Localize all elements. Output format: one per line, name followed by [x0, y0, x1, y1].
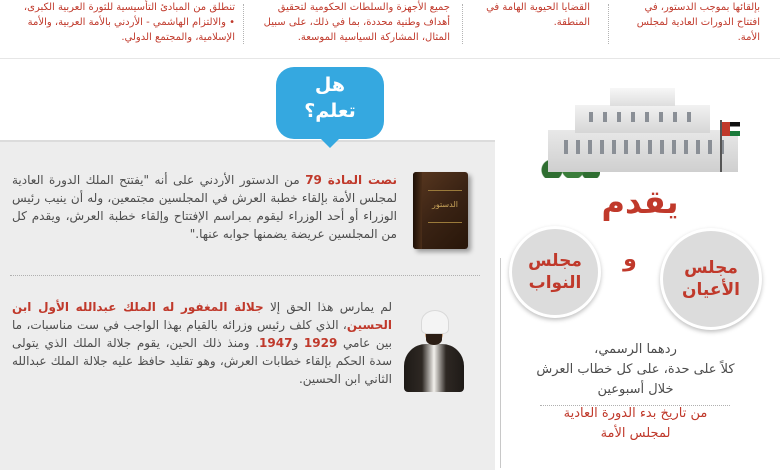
- year-1947: 1947: [259, 336, 293, 350]
- top-divider: [462, 4, 464, 44]
- top-divider: [608, 4, 610, 44]
- king-abdullah-paragraph: [12, 298, 392, 388]
- house-line-1: مجلس: [528, 251, 582, 271]
- did-you-know-line-1: هل: [314, 74, 346, 96]
- top-column-1-line: افتتاح الدورات العادية لمجلس: [636, 17, 760, 28]
- article-79-paragraph: [12, 171, 397, 243]
- top-column-2: [470, 0, 590, 46]
- section-divider: [10, 275, 480, 276]
- did-you-know-line-2: تعلم؟: [304, 100, 356, 122]
- top-strip: [0, 0, 780, 59]
- did-you-know-title: [276, 72, 384, 124]
- reply-line-4: من تاريخ بدء الدورة العادية: [563, 406, 708, 421]
- parliament-upper-windows: [585, 112, 700, 128]
- king-abdullah-name: جلالة المغفور له الملك عبدالله الأول ابن الحسين: [12, 300, 392, 332]
- panel-top-edge: [0, 140, 495, 142]
- top-column-2-line: القضايا الحيوية الهامة في: [486, 2, 590, 13]
- senate-circle: [660, 228, 762, 330]
- senate-line-2: الأعيان: [682, 280, 740, 300]
- flag-triangle: [722, 122, 730, 136]
- top-divider: [243, 4, 245, 44]
- house-circle: [509, 226, 601, 318]
- top-column-3: [260, 0, 450, 46]
- bracket-line: [500, 258, 502, 468]
- house-line-2: النواب: [528, 273, 582, 293]
- reply-line-5: لمجلس الأمة: [600, 426, 671, 441]
- senate-line-1: مجلس: [684, 258, 738, 278]
- book-ornament: [428, 190, 462, 191]
- king-headdress: [421, 310, 449, 334]
- reply-line-3: خلال أسبوعين: [597, 382, 674, 397]
- top-column-4-line: الإسلامية، والمجتمع الدولي.: [121, 32, 235, 43]
- top-column-4-line: تنطلق من المبادئ التأسيسية للثورة العربية الكبرى،: [23, 2, 235, 13]
- para2-text-2: ، الذي كلف رئيس وزرائه بالقيام بهذا الواجب في ست مناسبات، ما بين عامي: [12, 318, 392, 350]
- para2-text-3: و: [292, 336, 304, 350]
- parliament-windows: [560, 140, 730, 160]
- top-column-3-line: جميع الأجهزة والسلطات الحكومية لتحقيق: [277, 2, 450, 13]
- top-column-4-line: • والالتزام الهاشمي - الأردني بالأمة العربية، والأمة: [27, 17, 235, 28]
- king-robe: [404, 344, 464, 392]
- top-column-3-line: المثال، المشاركة السياسية الموسعة.: [297, 32, 450, 43]
- book-ornament: [428, 222, 462, 223]
- para2-text-1: لم يمارس هذا الحق إلا: [263, 300, 393, 314]
- reply-line-1: ردهما الرسمي،: [594, 342, 677, 357]
- para2-text-4: . ومنذ ذلك الحين، يقوم جلالة الملك الذي يتولى سدة الحكم بإلقاء خطابات العرش، وهو تقليد حافظ عليه جلالة الملك عبدالله الثاني ابن الحسين.: [12, 336, 392, 386]
- and-connector: و: [623, 247, 637, 272]
- article-79-lead: نصت المادة 79: [305, 173, 397, 187]
- reply-line-2: كلاً على حدة، على كل خطاب العرش: [536, 362, 735, 377]
- top-column-1-line: بإلقائها بموجب الدستور، في: [644, 2, 760, 13]
- king-beard: [426, 334, 442, 345]
- article-79-text: من الدستور الأردني على أنه "يفتتح الملك الدورة العادية لمجلس الأمة بإلقاء خطبة العرش في المجلسين مجتمعين، وله أن ينيب رئيس الوزراء أو أحد الوزراء ليقوم بمراسم الإفتتاح وإلقاء خطبة العرش، ويقدم كل من المجلسين عريضة يضمنها جوابه عنها.": [12, 173, 397, 241]
- reply-divider: [540, 405, 730, 406]
- top-column-4: [5, 0, 235, 46]
- book-spine: [413, 172, 422, 249]
- parliament-building-top: [610, 88, 675, 106]
- top-column-1: [610, 0, 760, 46]
- year-1929: 1929: [303, 336, 338, 350]
- book-title: الدستور: [432, 200, 458, 209]
- reply-info: [508, 340, 763, 444]
- top-column-1-line: الأمة.: [737, 32, 760, 43]
- bubble-tail: [318, 136, 342, 148]
- top-column-3-line: أهداف وطنية محددة، بما في ذلك، على سبيل: [263, 17, 450, 28]
- submits-heading: يقدم: [601, 183, 679, 221]
- top-column-2-line: المنطقة.: [553, 17, 590, 28]
